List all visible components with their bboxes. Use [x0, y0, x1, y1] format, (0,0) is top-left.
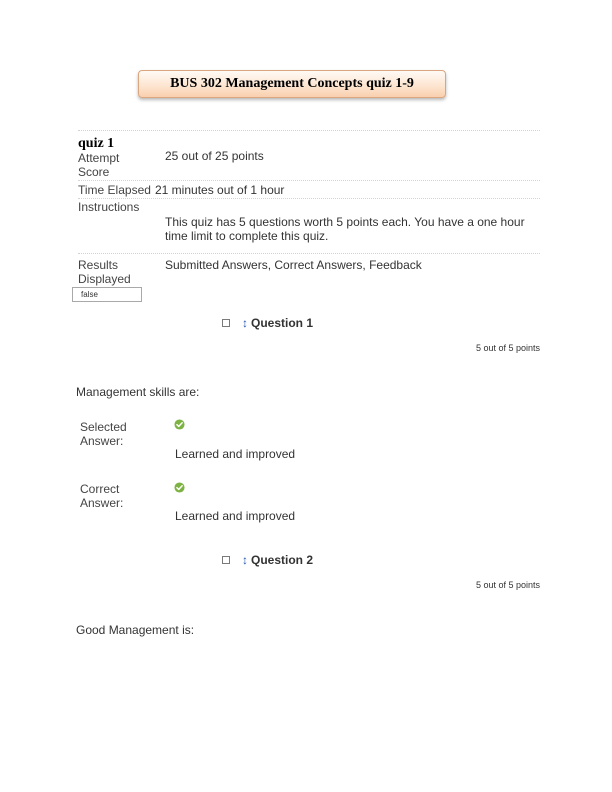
check-circle-icon — [174, 419, 185, 430]
correct-answer-text: Learned and improved — [175, 509, 296, 523]
checkbox-icon[interactable] — [222, 556, 230, 564]
time-elapsed-label: Time Elapsed — [78, 183, 151, 197]
question-2-header[interactable] — [222, 553, 313, 567]
reorder-arrows-icon[interactable]: ↕ — [242, 553, 248, 567]
divider — [78, 198, 540, 199]
selected-answer-label: Selected Answer: — [80, 420, 127, 448]
quiz-heading: quiz 1 — [78, 136, 115, 151]
question-title: Question 2 — [251, 553, 314, 567]
question-prompt: Management skills are: — [76, 385, 200, 399]
divider — [78, 130, 540, 131]
divider — [78, 253, 540, 254]
document-title: BUS 302 Management Concepts quiz 1-9 — [138, 70, 446, 98]
divider — [78, 180, 540, 181]
question-points: 5 out of 5 points — [475, 580, 540, 590]
check-circle-icon — [174, 482, 185, 493]
reorder-arrows-icon[interactable]: ↕ — [242, 316, 248, 330]
question-points: 5 out of 5 points — [475, 343, 540, 353]
instructions-label: Instructions — [78, 200, 140, 214]
results-displayed-value: Submitted Answers, Correct Answers, Feedback — [165, 258, 422, 272]
form-field[interactable]: false — [72, 287, 142, 302]
checkbox-icon[interactable] — [222, 319, 230, 327]
time-elapsed-value: 21 minutes out of 1 hour — [155, 183, 285, 197]
question-title: Question 1 — [251, 316, 314, 330]
question-prompt: Good Management is: — [76, 623, 195, 637]
attempt-score-label: Attempt Score — [78, 151, 120, 179]
selected-answer-text: Learned and improved — [175, 447, 296, 461]
correct-answer-label: Correct Answer: — [80, 482, 124, 510]
question-1-header[interactable] — [222, 316, 313, 330]
results-displayed-label: Results Displayed — [78, 258, 131, 286]
attempt-score-value: 25 out of 25 points — [165, 149, 264, 163]
instructions-text: This quiz has 5 questions worth 5 points each. You have a one hour time limit to complete this quiz. — [165, 215, 525, 243]
